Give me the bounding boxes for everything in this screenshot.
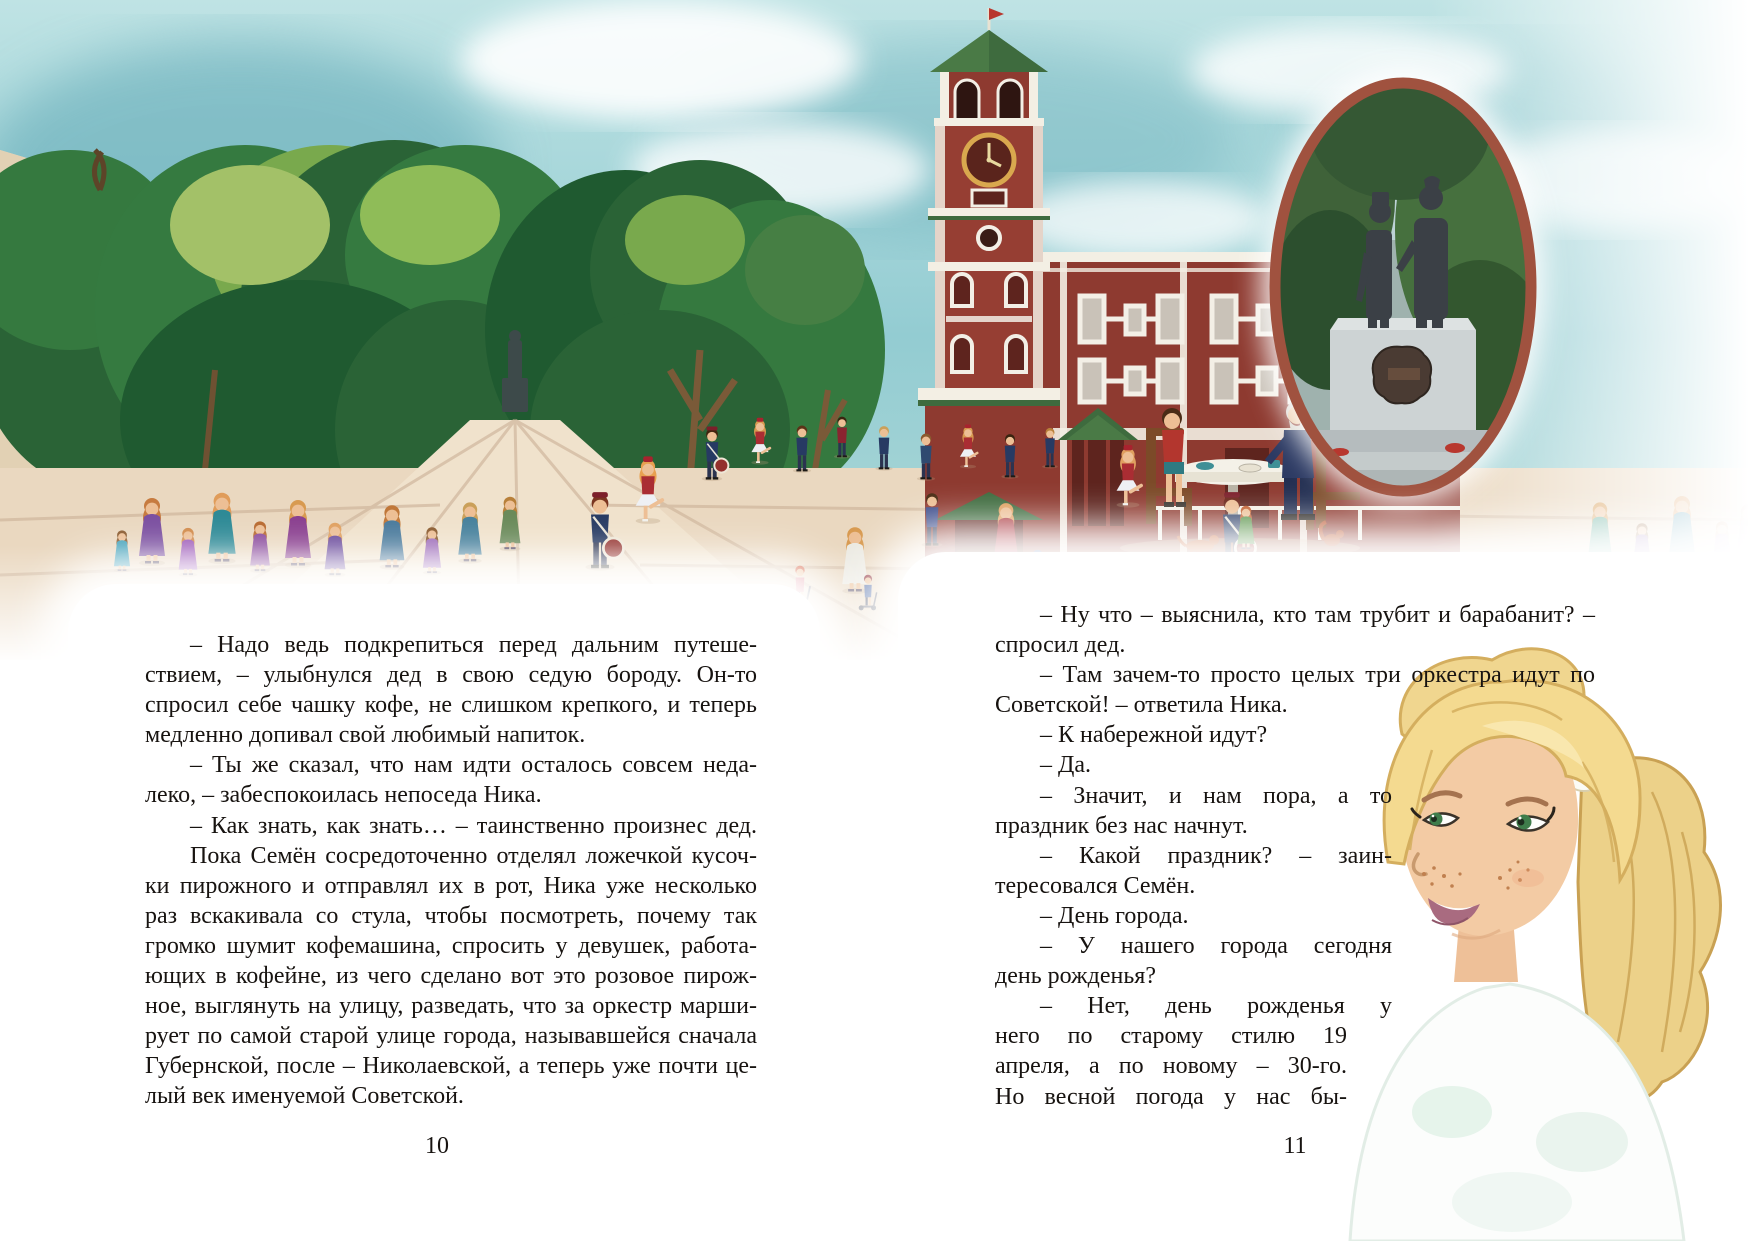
text-line: – Ну что – выяснила, кто там трубит и барабанит? – <box>1040 602 1595 628</box>
text-line: апреля, а по новому – 30-го. <box>995 1053 1347 1080</box>
right-page-text <box>995 600 1595 1112</box>
text-line: – Надо ведь подкрепиться перед дальним путеше- <box>190 632 757 658</box>
text-line: спросил дед. <box>995 632 1126 659</box>
text-line: громко шумит кофемашина, спросить у девушек, работа- <box>145 932 757 959</box>
text-line: ющих в кофейне, из чего сделано вот это розовое пирож- <box>145 963 757 990</box>
text-line: Советской! – ответила Ника. <box>995 692 1288 719</box>
text-line: леко, – забеспокоилась непоседа Ника. <box>145 782 542 809</box>
text-line: ное, выглянуть на улицу, разведать, что за оркестр марши- <box>145 993 757 1020</box>
text-line: тересовался Семён. <box>995 872 1196 899</box>
text-line: Пока Семён сосредоточенно отделял ложечкой кусоч- <box>190 842 757 869</box>
text-line: рует по самой старой улице города, называвшейся сначала <box>145 1023 757 1050</box>
text-line: Но весной погода у нас бы- <box>995 1083 1347 1110</box>
text-line: медленно допивал свой любимый напиток. <box>145 722 586 749</box>
text-line: – Как знать, как знать… – таинственно произнес дед. <box>190 812 757 839</box>
text-line: лый век именуемой Советской. <box>145 1083 464 1110</box>
page-number-left: 10 <box>425 1133 449 1159</box>
text-line: – У нашего города сегодня <box>1040 933 1392 960</box>
text-line: – Там зачем-то просто целых три оркестра идут по <box>1040 662 1595 689</box>
text-line: Губернской, после – Николаевской, а теперь уже почти це- <box>145 1053 757 1080</box>
text-line: спросил себе чашку кофе, не слишком крепкого, и теперь <box>145 692 757 719</box>
clock-face <box>964 135 1014 185</box>
left-page-text <box>145 630 757 1112</box>
text-line: – Да. <box>1040 752 1092 779</box>
text-line: – День города. <box>1040 902 1189 929</box>
text-line: ки пирожного и отправлял их в рот, Ника уже несколько <box>145 872 757 899</box>
text-line: – Ты же сказал, что нам идти осталось совсем неда- <box>190 752 757 779</box>
text-line: ствием, – улыбнулся дед в свою седую бороду. Он-то <box>145 662 757 689</box>
text-line: – Какой праздник? – заин- <box>1040 842 1392 869</box>
text-line: – К набережной идут? <box>1040 722 1268 749</box>
text-line: день рожденья? <box>995 963 1156 990</box>
text-line: – Нет, день рожденья у <box>1040 993 1392 1020</box>
page-number-right: 11 <box>1283 1133 1307 1159</box>
text-line: праздник без нас начнут. <box>995 812 1248 839</box>
belfry <box>934 70 1044 126</box>
text-line: – Значит, и нам пора, а то <box>1040 782 1392 809</box>
text-line: раз вскакивала со стула, чтобы посмотреть, почему так <box>145 902 757 929</box>
text-line: него по старому стилю 19 <box>995 1023 1347 1050</box>
